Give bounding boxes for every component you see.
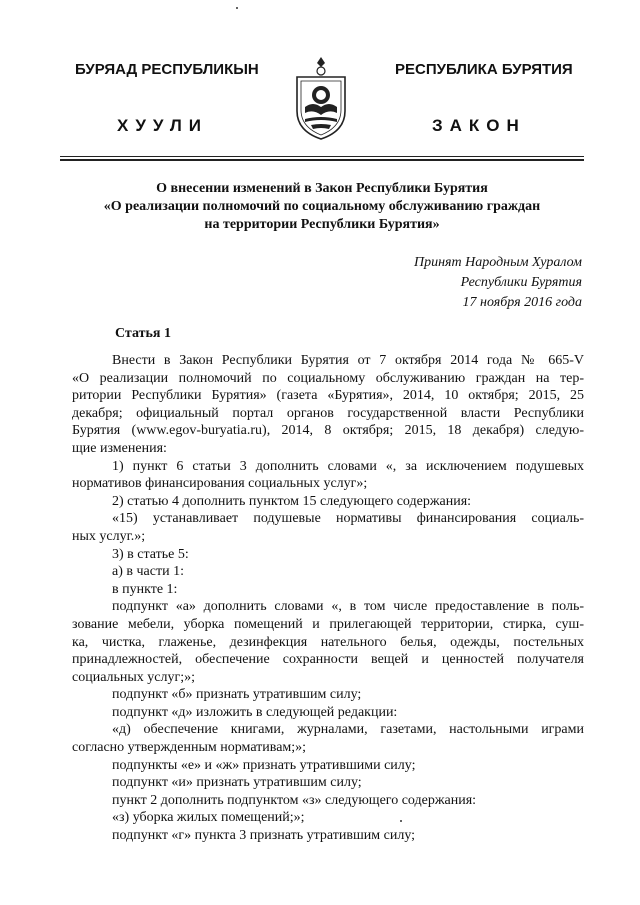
body-line: ритории Республики Бурятия» (газета «Бурятия», 2014, 10 октября; 2015, 25 [72,388,584,404]
body-line: подпункт «б» признать утратившим силу; [112,687,362,703]
coat-of-arms-icon [291,55,351,141]
body-line: подпункт «а» дополнить словами «, в том числе предоставление в поль- [112,599,584,615]
adoption-note [414,253,582,313]
header-rule-thin [60,156,584,157]
body-line: подпункт «и» признать утратившим силу; [112,775,362,791]
body-line: подпункты «е» и «ж» признать утратившими силу; [112,757,416,773]
body-line: социальных услуг;»; [72,669,196,685]
header-rule-thick [60,159,584,161]
article-body [72,352,584,845]
body-line: а) в части 1: [112,564,184,580]
body-line: в пункте 1: [112,581,178,597]
scan-speck [236,7,238,9]
body-line: щие изменения: [72,440,167,456]
law-title [60,180,584,234]
body-line: согласно утвержденным нормативам;»; [72,740,307,756]
law-title-line: О внесении изменений в Закон Республики Бурятия [156,181,488,196]
body-line: Бурятия (www.egov-buryatia.ru), 2014, 8 октября; 2015, 18 декабря) следую- [72,423,584,439]
body-line: принадлежностей, обеспечение сохранности вещей и ценностей получателя [72,652,584,668]
body-line: «15) устанавливает подушевые нормативы финансирования социаль- [112,511,584,527]
body-line: «з) уборка жилых помещений;»; [112,810,305,826]
body-line: ка, чистка, глаженье, дезинфекция нательного белья, одежды, постельных [72,634,584,650]
header-republic-russian: РЕСПУБЛИКА БУРЯТИЯ [395,61,573,78]
body-line: «О реализации полномочий по социальному обслуживанию граждан на тер- [72,370,584,386]
body-line: зование мебели, уборка помещений и прилегающей территории, стирка, суш- [72,616,584,632]
header-republic-buryat: БУРЯАД РЕСПУБЛИКЫН [75,61,259,78]
body-line: 1) пункт 6 статьи 3 дополнить словами «, за исключением подушевых [112,458,584,474]
body-line: Внести в Закон Республики Бурятия от 7 октября 2014 года № 665-V [112,353,584,368]
body-line: декабря; официальный портал органов государственной власти Республики [72,405,584,421]
adoption-line: Принят Народным Хуралом [413,255,582,270]
adoption-date: 17 ноября 2016 года [462,295,582,310]
body-line: нормативов финансирования социальных услуг»; [72,476,368,492]
body-line: 3) в статье 5: [112,546,189,562]
law-title-line: «О реализации полномочий по социальному обслуживанию граждан [103,199,541,214]
header-doc-type-russian: ЗАКОН [432,116,526,135]
body-line: подпункт «д» изложить в следующей редакции: [112,704,398,720]
body-line: подпункт «г» пункта 3 признать утратившим силу; [112,828,416,844]
body-line: ных услуг.»; [72,528,146,544]
article-heading: Статья 1 [115,326,171,341]
body-line: пункт 2 дополнить подпунктом «з» следующего содержания: [112,792,477,808]
body-line: «д) обеспечение книгами, журналами, газетами, настольными играми [112,722,584,738]
header-doc-type-buryat: ХУУЛИ [117,116,208,135]
adoption-line: Республики Бурятия [460,275,582,290]
law-title-line: на территории Республики Бурятия» [204,217,440,232]
body-line: 2) статью 4 дополнить пунктом 15 следующего содержания: [112,493,472,509]
